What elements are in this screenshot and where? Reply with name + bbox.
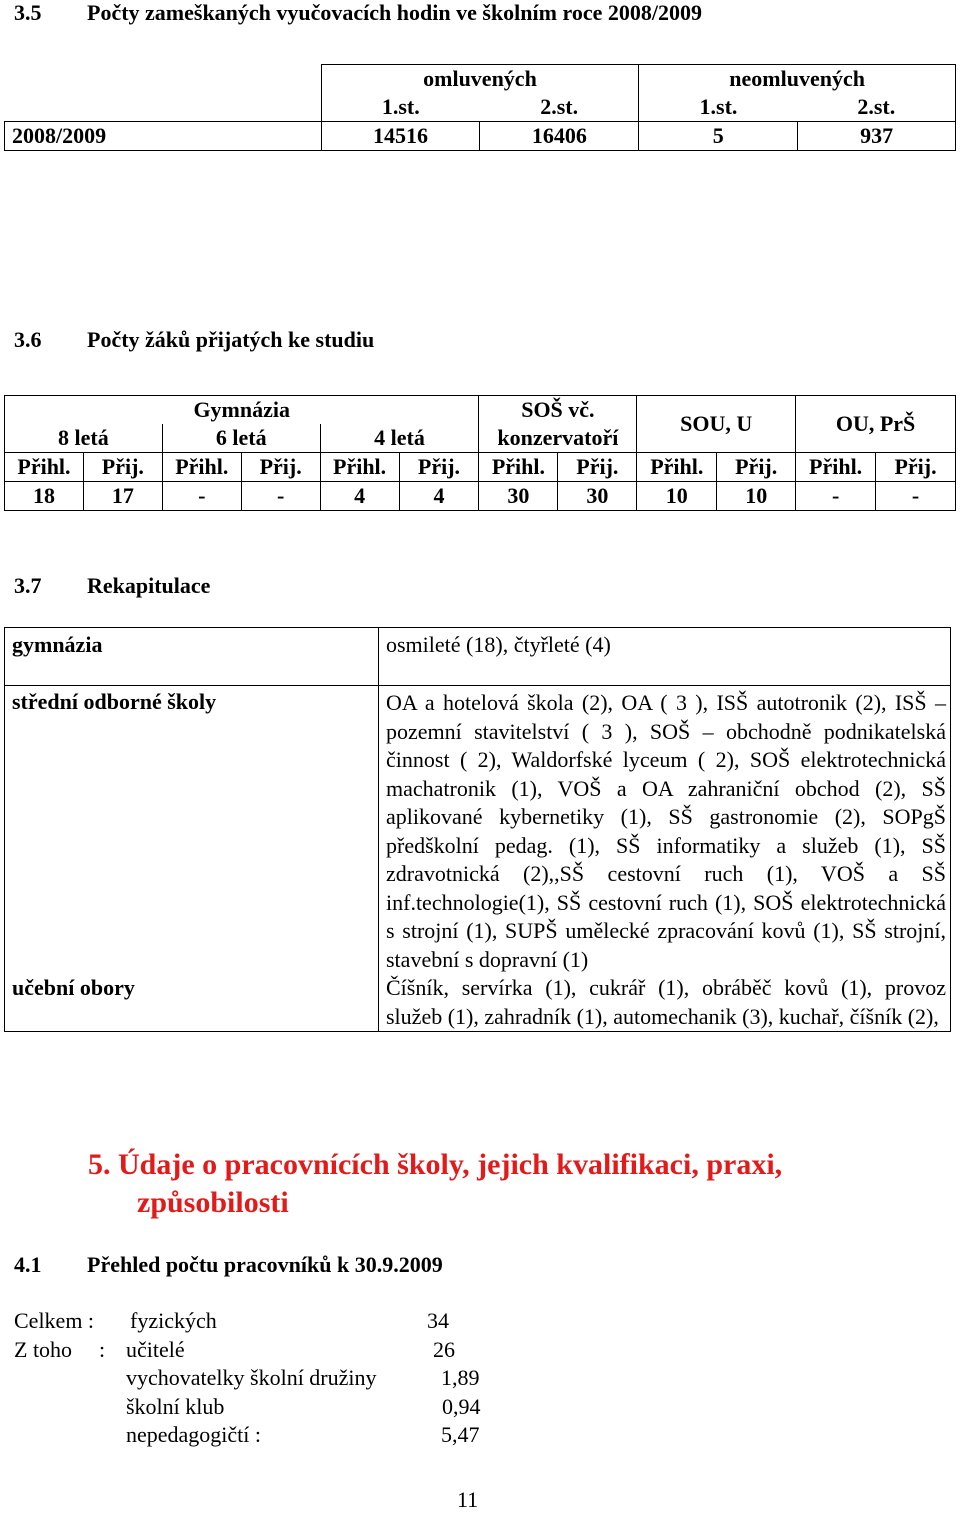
- subheader-cell: Přihl.: [637, 453, 717, 482]
- table-row: [5, 482, 956, 511]
- table-cell: 18: [5, 482, 84, 511]
- row-value: OA a hotelová škola (2), OA ( 3 ), ISŠ autotronik (2), ISŠ – pozemní stavitelství ( 3 ), SOŠ – obchodně podnikatelská činnost ( 2), Waldorfské lyceum ( 2), SOŠ elektrotechnická machatronik (1), VOŠ a OA zahraniční obchod (2), SŠ aplikované kybernetiky (1), SŠ gastronomie (2), SOPgŠ předškolní pedag. (1), SŠ informatiky a služeb (1), SŠ zdravotnická (2),,SŠ cestovní ruch (1), VOŠ a SŠ inf.technologie(1), SŠ cestovní ruch (1), SOŠ elektrotechnická s strojní (1), SUPŠ umělecké zpracování kovů (1), SŠ strojní, stavební s dopravní (1): [379, 686, 951, 975]
- table-row: [5, 686, 951, 975]
- table-cell: -: [796, 482, 876, 511]
- table-cell: 4: [320, 482, 399, 511]
- row-value: osmileté (18), čtyřleté (4): [379, 628, 951, 686]
- subheader-cell: Přihl.: [796, 453, 876, 482]
- heading-line: 5. Údaje o pracovnících školy, jejich kvalifikaci, praxi,: [88, 1148, 783, 1181]
- section-title: Rekapitulace: [87, 573, 211, 598]
- subheader-cell: Přij.: [717, 453, 796, 482]
- section-3-5-heading: [14, 0, 702, 26]
- staff-value-fyzickych: 34: [427, 1308, 449, 1333]
- table-row: [5, 974, 951, 1032]
- absence-hours-table: [4, 64, 956, 151]
- header-8-leta: 8 letá: [5, 424, 163, 453]
- summary-table: [4, 627, 951, 1032]
- subheader-cell: Přij.: [83, 453, 162, 482]
- subheader-cell: 1.st.: [321, 93, 480, 122]
- header-sou-u: SOU, U: [637, 396, 796, 453]
- subheader-cell: Přihl.: [162, 453, 241, 482]
- section-number: 3.6: [14, 327, 42, 352]
- staff-value-nepedagogicti: 5,47: [441, 1422, 480, 1447]
- header-6-leta: 6 letá: [162, 424, 320, 453]
- table-cell: 10: [717, 482, 796, 511]
- staff-label-celkem: Celkem :: [14, 1308, 95, 1333]
- section-number: 3.5: [14, 0, 42, 25]
- staff-value-vychovatelky: 1,89: [441, 1365, 480, 1390]
- admitted-students-table: [4, 395, 956, 511]
- subheader-cell: Přihl.: [320, 453, 399, 482]
- subheader-cell: 1.st.: [699, 94, 738, 120]
- table-cell: 16406: [480, 122, 639, 151]
- table-cell: 30: [479, 482, 558, 511]
- header-sos: SOŠ vč.: [479, 396, 637, 425]
- staff-label-nepedagogicti: nepedagogičtí :: [126, 1422, 262, 1447]
- staff-value-klub: 0,94: [442, 1394, 481, 1419]
- staff-label-klub: školní klub: [126, 1394, 225, 1419]
- page-number: 11: [457, 1487, 479, 1512]
- section-title: Přehled počtu pracovníků k 30.9.2009: [87, 1252, 443, 1277]
- subheader-cell: 2.st.: [798, 93, 956, 122]
- staff-value-ucitele: 26: [433, 1337, 455, 1362]
- subheader-cell: Přij.: [876, 453, 956, 482]
- subheader-row: [5, 93, 956, 122]
- subheader-cell: 2.st.: [480, 93, 639, 122]
- table-cell: -: [162, 482, 241, 511]
- header-unexcused: neomluvených: [639, 65, 956, 94]
- section-title: Počty žáků přijatých ke studiu: [87, 327, 375, 352]
- subheader-row: [5, 453, 956, 482]
- header-konzervatori: konzervatoří: [479, 424, 637, 453]
- subheader-cell: Přihl.: [5, 453, 84, 482]
- header-excused: omluvených: [321, 65, 639, 94]
- heading-line: způsobilosti: [137, 1186, 289, 1219]
- staff-label-colon: :: [99, 1337, 106, 1362]
- header-row: [5, 396, 956, 425]
- staff-label-ztoho: Z toho: [14, 1337, 73, 1362]
- row-value: Číšník, servírka (1), cukrář (1), obráběč kovů (1), provoz služeb (1), zahradník (1), automechanik (3), kuchař, číšník (2),: [379, 974, 951, 1032]
- table-cell: 937: [798, 122, 956, 151]
- table-cell: 14516: [321, 122, 480, 151]
- subheader-cell: Přij.: [399, 453, 479, 482]
- section-number: 3.7: [14, 573, 42, 598]
- staff-label-ucitele: učitelé: [126, 1337, 185, 1362]
- table-cell: -: [241, 482, 320, 511]
- subheader-cell: Přihl.: [479, 453, 558, 482]
- section-3-7-heading: [14, 573, 210, 599]
- section-4-1-heading: [14, 1252, 443, 1278]
- section-number: 4.1: [14, 1252, 42, 1277]
- table-cell: 10: [637, 482, 717, 511]
- staff-label-fyzickych: fyzických: [130, 1308, 217, 1333]
- table-cell: 17: [83, 482, 162, 511]
- table-cell: 5: [639, 122, 798, 151]
- table-row: [5, 122, 956, 151]
- row-label: gymnázia: [5, 628, 379, 686]
- subheader-cell: Přij.: [558, 453, 637, 482]
- row-label: 2008/2009: [5, 122, 322, 151]
- staff-label-vychovatelky: vychovatelky školní družiny: [126, 1365, 377, 1390]
- header-ou-prs: OU, PrŠ: [796, 396, 956, 453]
- section-title: Počty zameškaných vyučovacích hodin ve školním roce 2008/2009: [87, 0, 702, 25]
- section-5-heading: [88, 1146, 948, 1222]
- table-cell: 30: [558, 482, 637, 511]
- table-cell: -: [876, 482, 956, 511]
- row-label: střední odborné školy: [5, 686, 379, 975]
- subheader-cell: Přij.: [241, 453, 320, 482]
- header-gymnazia: Gymnázia: [5, 396, 479, 425]
- row-label: učební obory: [5, 974, 379, 1032]
- table-row: [5, 628, 951, 686]
- header-4-leta: 4 letá: [320, 424, 479, 453]
- header-row: [5, 65, 956, 94]
- table-cell: 4: [399, 482, 479, 511]
- section-3-6-heading: [14, 327, 374, 353]
